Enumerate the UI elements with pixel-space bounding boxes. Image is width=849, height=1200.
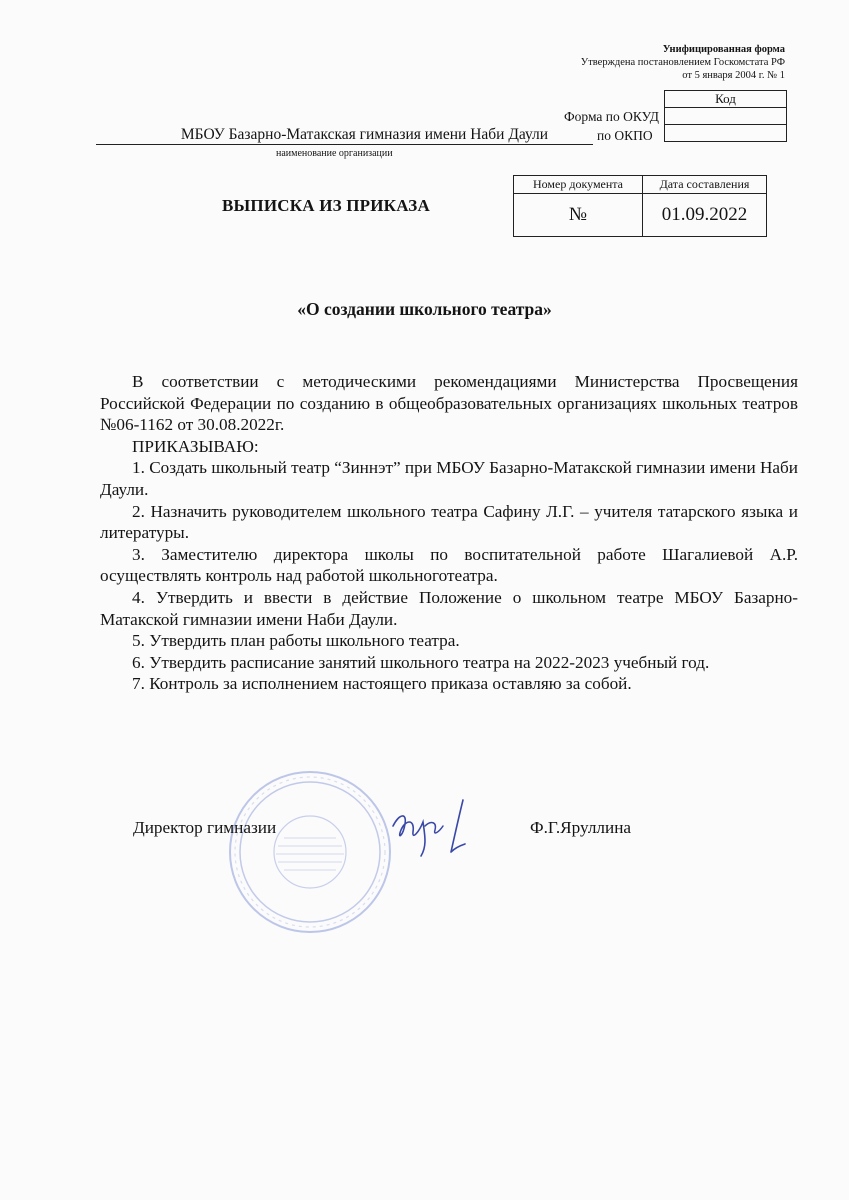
signatory-name: Ф.Г.Яруллина [530,818,632,837]
order-subject: «О создании школьного театра» [297,299,552,319]
okpo-label: по ОКПО [597,128,653,143]
date-value: 01.09.2022 [643,194,767,237]
date-header: Дата составления [643,176,767,194]
order-body [100,371,798,695]
order-keyword: ПРИКАЗЫВАЮ: [132,436,259,456]
director-signature [385,796,477,866]
signatory-position: Директор гимназии [133,818,277,837]
order-item: 7. Контроль за исполнением настоящего приказа оставляю за собой. [132,674,632,694]
organization-name: МБОУ Базарно-Матакская гимназия имени Наби Даули [180,126,549,143]
order-item: 5. Утвердить план работы школьного театра. [132,631,460,651]
order-item: 1. Создать школьный театр “Зиннэт” при МБОУ Базарно-Матакской гимназии имени Наби Даули. [100,458,798,499]
organization-name-line [96,126,593,145]
approval-line-1: Утверждена постановлением Госкомстата РФ [580,57,785,68]
code-table [664,90,787,142]
unified-form-label: Унифицированная форма [662,44,785,55]
order-item: 6. Утвердить расписание занятий школьного театра на 2022-2023 учебный год. [132,652,710,672]
okpo-cell [665,125,787,142]
order-item: 3. Заместителю директора школы по воспитательной работе Шагалиевой А.Р. осуществлять контроль над работой школьноготеатра. [100,544,798,586]
organization-caption: наименование организации [276,148,393,159]
unified-form-note [581,43,785,82]
document-title: ВЫПИСКА ИЗ ПРИКАЗА [222,196,430,215]
okud-label: Форма по ОКУД [563,109,659,124]
okud-cell [665,108,787,125]
organization-stamp [226,768,394,936]
order-item: 4. Утвердить и ввести в действие Положение о школьном театре МБОУ Базарно-Матакской гимназии имени Наби Даули. [100,587,798,629]
number-header: Номер документа [514,176,643,194]
document-number-table [513,175,767,237]
code-header: Код [665,91,787,108]
approval-line-2: от 5 января 2004 г. № 1 [682,70,785,81]
preamble-paragraph: В соответствии с методическими рекомендациями Министерства Просвещения Российской Федерации по созданию в общеобразовательных организациях школьных театров №06-1162 от 30.08.2022г. [100,372,798,435]
order-item: 2. Назначить руководителем школьного театра Сафину Л.Г. – учителя татарского языка и литературы. [100,501,798,543]
number-value: № [514,194,643,237]
